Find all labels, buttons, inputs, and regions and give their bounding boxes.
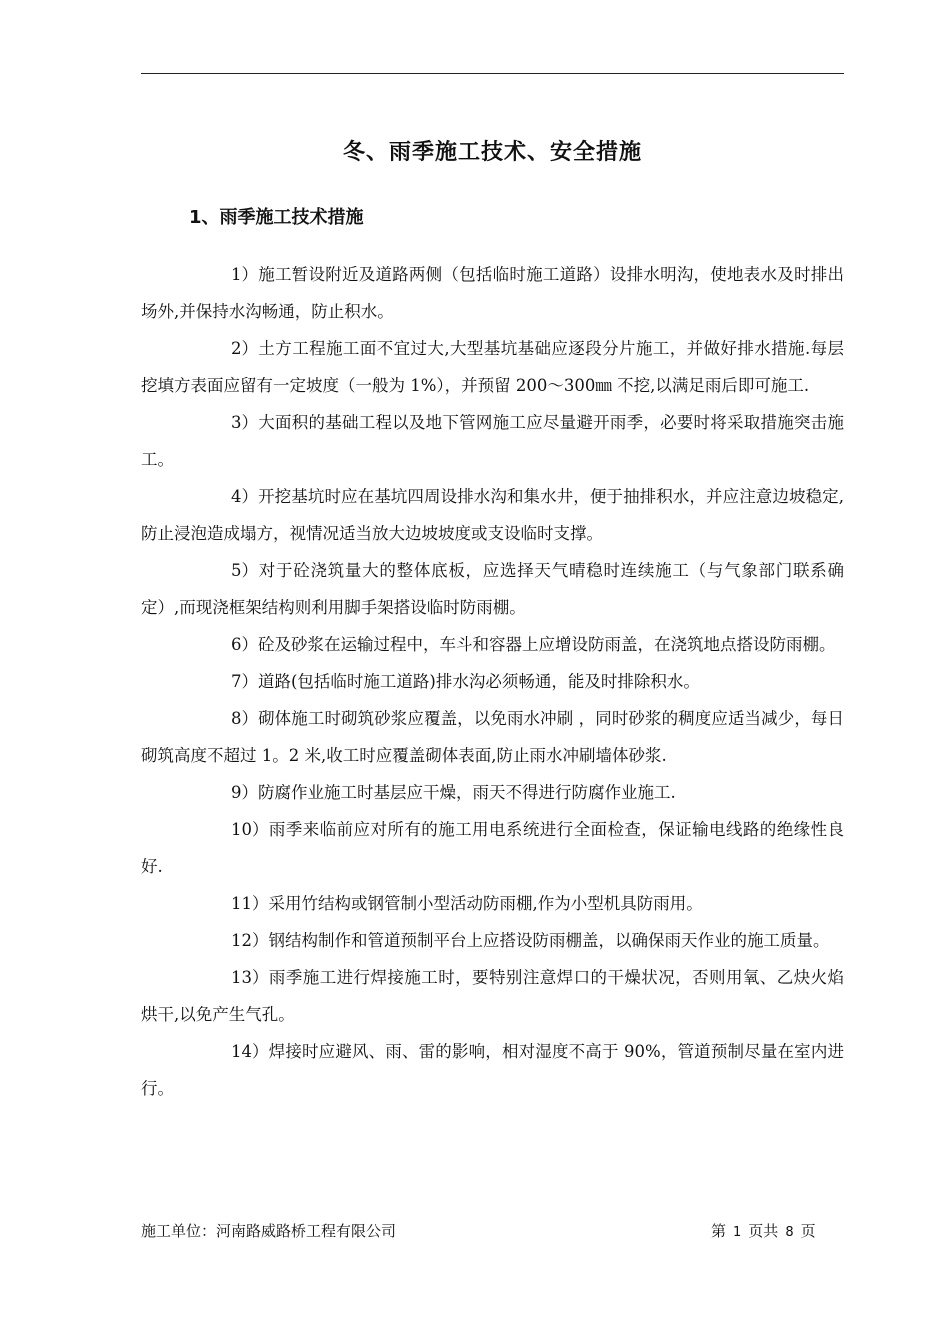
item-number: 6） bbox=[231, 635, 258, 654]
list-item bbox=[141, 552, 844, 626]
item-number: 2） bbox=[231, 339, 258, 358]
item-text: 施工暂设附近及道路两侧（包括临时施工道路）设排水明沟，使地表水及时排出场外,并保持水沟畅通，防止积水。 bbox=[141, 265, 844, 321]
list-item bbox=[141, 1033, 844, 1107]
page-prefix: 第 bbox=[711, 1222, 727, 1240]
item-text: 雨季施工进行焊接施工时，要特别注意焊口的干燥状况，否则用氧、乙炔火焰烘干,以免产生气孔。 bbox=[141, 968, 844, 1024]
item-text: 防腐作业施工时基层应干燥，雨天不得进行防腐作业施工. bbox=[258, 783, 676, 802]
page-middle: 页共 bbox=[748, 1222, 779, 1240]
list-item bbox=[141, 478, 844, 552]
list-item bbox=[141, 404, 844, 478]
list-item bbox=[141, 922, 844, 959]
item-text: 开挖基坑时应在基坑四周设排水沟和集水井，便于抽排积水，并应注意边坡稳定,防止浸泡造成塌方，视情况适当放大边坡坡度或支设临时支撑。 bbox=[141, 487, 844, 543]
item-number: 8） bbox=[231, 709, 258, 728]
page-current: 1 bbox=[733, 1225, 742, 1240]
item-text: 采用竹结构或钢管制小型活动防雨棚,作为小型机具防雨用。 bbox=[268, 894, 703, 913]
item-number: 5） bbox=[231, 561, 258, 580]
page-suffix: 页 bbox=[800, 1222, 816, 1240]
list-item bbox=[141, 330, 844, 404]
item-text: 钢结构制作和管道预制平台上应搭设防雨棚盖，以确保雨天作业的施工质量。 bbox=[268, 931, 830, 950]
item-number: 1） bbox=[231, 265, 258, 284]
list-item bbox=[141, 774, 844, 811]
footer-unit: 施工单位：河南路威路桥工程有限公司 bbox=[141, 1222, 397, 1240]
list-item bbox=[141, 700, 844, 774]
item-text: 对于砼浇筑量大的整体底板，应选择天气晴稳时连续施工（与气象部门联系确定）,而现浇框架结构则利用脚手架搭设临时防雨棚。 bbox=[141, 561, 844, 617]
item-number: 3） bbox=[231, 413, 258, 432]
page-total: 8 bbox=[785, 1225, 794, 1240]
section-heading: 1、雨季施工技术措施 bbox=[189, 207, 364, 228]
item-number: 10） bbox=[231, 820, 269, 839]
item-text: 砼及砂浆在运输过程中，车斗和容器上应增设防雨盖，在浇筑地点搭设防雨棚。 bbox=[258, 635, 836, 654]
item-text: 道路(包括临时施工道路)排水沟必须畅通，能及时排除积水。 bbox=[258, 672, 700, 691]
item-number: 4） bbox=[231, 487, 258, 506]
item-number: 11） bbox=[231, 894, 269, 913]
item-number: 7） bbox=[231, 672, 258, 691]
page-indicator bbox=[711, 1220, 816, 1241]
document-title: 冬、雨季施工技术、安全措施 bbox=[342, 140, 642, 165]
list-item bbox=[141, 256, 844, 330]
item-number: 14） bbox=[231, 1042, 269, 1061]
list-item bbox=[141, 811, 844, 885]
list-item bbox=[141, 885, 844, 922]
item-text: 焊接时应避风、雨、雷的影响，相对湿度不高于 90%，管道预制尽量在室内进行。 bbox=[141, 1042, 844, 1098]
list-item bbox=[141, 959, 844, 1033]
item-text: 大面积的基础工程以及地下管网施工应尽量避开雨季，必要时将采取措施突击施工。 bbox=[141, 413, 844, 469]
list-item bbox=[141, 626, 844, 663]
list-item bbox=[141, 663, 844, 700]
header-rule bbox=[141, 73, 844, 74]
item-text: 砌体施工时砌筑砂浆应覆盖，以免雨水冲刷 ，同时砂浆的稠度应适当减少，每日砌筑高度不超过 1。2 米,收工时应覆盖砌体表面,防止雨水冲刷墙体砂浆. bbox=[141, 709, 844, 765]
item-number: 12） bbox=[231, 931, 269, 950]
item-text: 雨季来临前应对所有的施工用电系统进行全面检查，保证输电线路的绝缘性良好. bbox=[141, 820, 844, 876]
document-body bbox=[141, 256, 844, 1107]
item-number: 13） bbox=[231, 968, 269, 987]
item-text: 土方工程施工面不宜过大,大型基坑基础应逐段分片施工，并做好排水措施.每层挖填方表面应留有一定坡度（一般为 1%），并预留 200～300㎜ 不挖,以满足雨后即可施工. bbox=[141, 339, 844, 395]
item-number: 9） bbox=[231, 783, 258, 802]
